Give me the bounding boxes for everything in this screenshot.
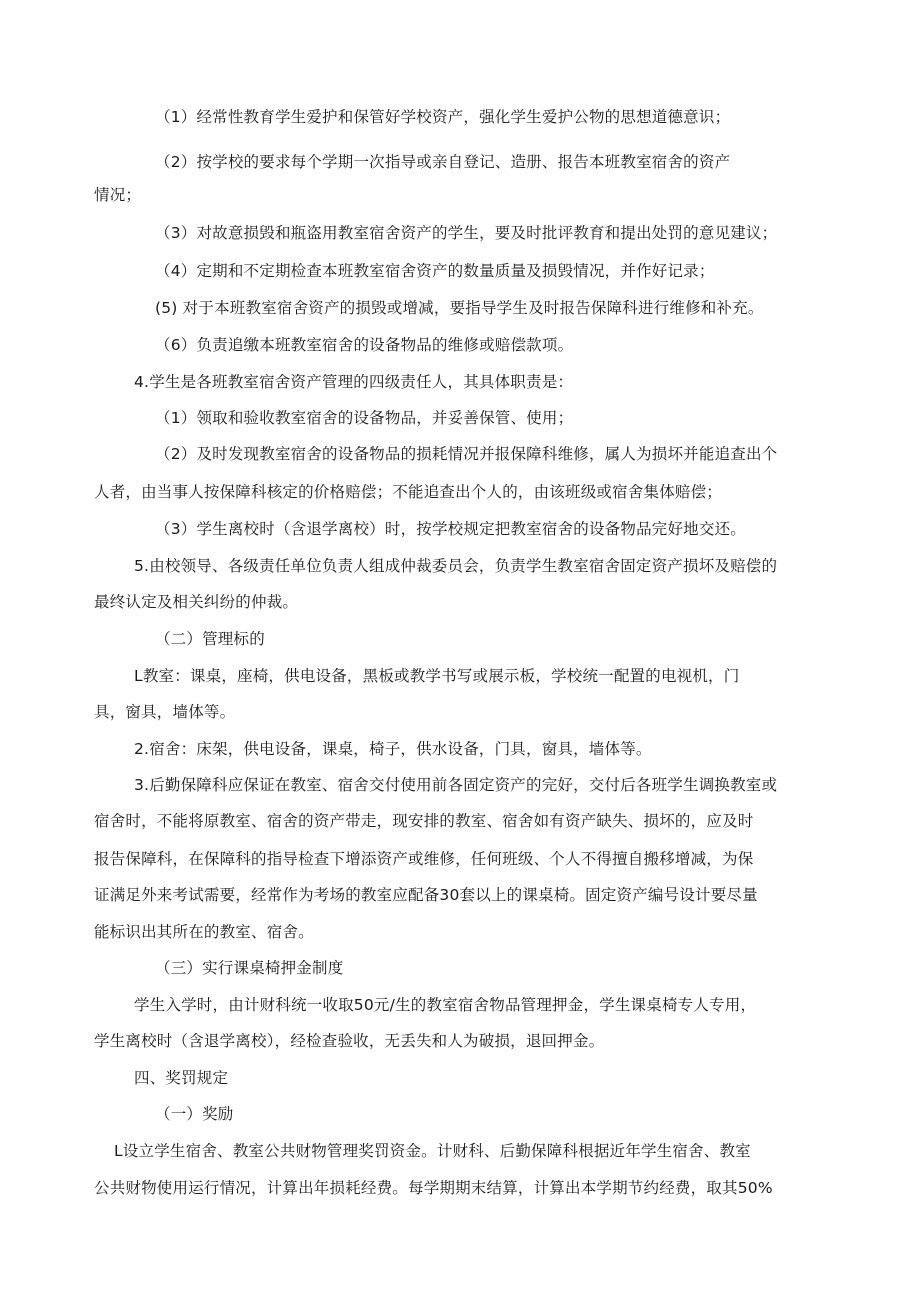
text-line: 3.后勤保障科应保证在教室、宿舍交付使用前各固定资产的完好，交付后各班学生调换教室或 [134,776,778,794]
text-line: L设立学生宿舍、教室公共财物管理奖罚资金。计财科、后勤保障科根据近年学生宿舍、教室 [114,1142,751,1160]
text-line: 人者，由当事人按保障科核定的价格赔偿；不能追查出个人的，由该班级或宿舍集体赔偿； [94,483,723,501]
text-line: (5) 对于本班教室宿舍资产的损毁或增减，要指导学生及时报告保障科进行维修和补充。 [155,299,764,317]
text-line: 具，窗具，墙体等。 [94,703,236,721]
text-line: 能标识出其所在的教室、宿舍。 [94,923,314,941]
text-line: 最终认定及相关纠纷的仲裁。 [94,593,299,611]
text-line: 5.由校领导、各级责任单位负责人组成仲裁委员会，负责学生教室宿舍固定资产损坏及赔偿的 [134,557,778,575]
text-line: 公共财物使用运行情况，计算出年损耗经费。每学期期末结算，计算出本学期节约经费，取其50% [94,1179,773,1197]
text-line: （6）负责追缴本班教室宿舍的设备物品的维修或赔偿款项。 [155,336,574,354]
text-line: 情况； [94,186,142,204]
text-line: （1）经常性教育学生爱护和保管好学校资产，强化学生爱护公物的思想道德意识； [155,108,731,126]
text-line: 学生入学时，由计财科统一收取50元/生的教室宿舍物品管理押金，学生课桌椅专人专用， [134,996,757,1014]
section-heading: 四、奖罚规定 [134,1069,229,1087]
section-heading: （一）奖励 [155,1105,234,1123]
text-line: 报告保障科，在保障科的指导检查下增添资产或维修，任何班级、个人不得擅自搬移增减，为保 [94,850,754,868]
text-line: 学生离校时（含退学离校），经检查验收，无丢失和人为破损，退回押金。 [94,1032,605,1050]
text-line: 宿舍时，不能将原教室、宿舍的资产带走，现安排的教室、宿舍如有资产缺失、损坏的，应及时 [94,812,754,830]
text-line: （3）学生离校时（含退学离校）时，按学校规定把教室宿舍的设备物品完好地交还。 [155,520,746,538]
text-line: （3）对故意损毁和瓶盗用教室宿舍资产的学生，要及时批评教育和提出处罚的意见建议； [155,224,778,242]
text-line: L教室：课桌，座椅，供电设备，黑板或教学书写或展示板，学校统一配置的电视机，门 [134,667,740,685]
text-line: （2）及时发现教室宿舍的设备物品的损耗情况并报保障科维修，属人为损坏并能追查出个 [155,445,778,463]
text-line: 证满足外来考试需要，经常作为考场的教室应配备30套以上的课桌椅。固定资产编号设计要尽量 [94,886,758,904]
text-line: （2）按学校的要求每个学期一次指导或亲自登记、造册、报告本班教室宿舍的资产 [155,153,731,171]
section-heading: （二）管理标的 [155,630,265,648]
text-line: 2.宿舍：床架，供电设备，课桌，椅子，供水设备，门具，窗具，墙体等。 [134,740,652,758]
section-heading: （三）实行课桌椅押金制度 [155,959,344,977]
text-line: 4.学生是各班教室宿舍资产管理的四级责任人，其具体职责是： [134,373,574,391]
text-line: （4）定期和不定期检查本班教室宿舍资产的数量质量及损毁情况，并作好记录； [155,262,715,280]
text-line: （1）领取和验收教室宿舍的设备物品，并妥善保管、使用； [155,409,574,427]
